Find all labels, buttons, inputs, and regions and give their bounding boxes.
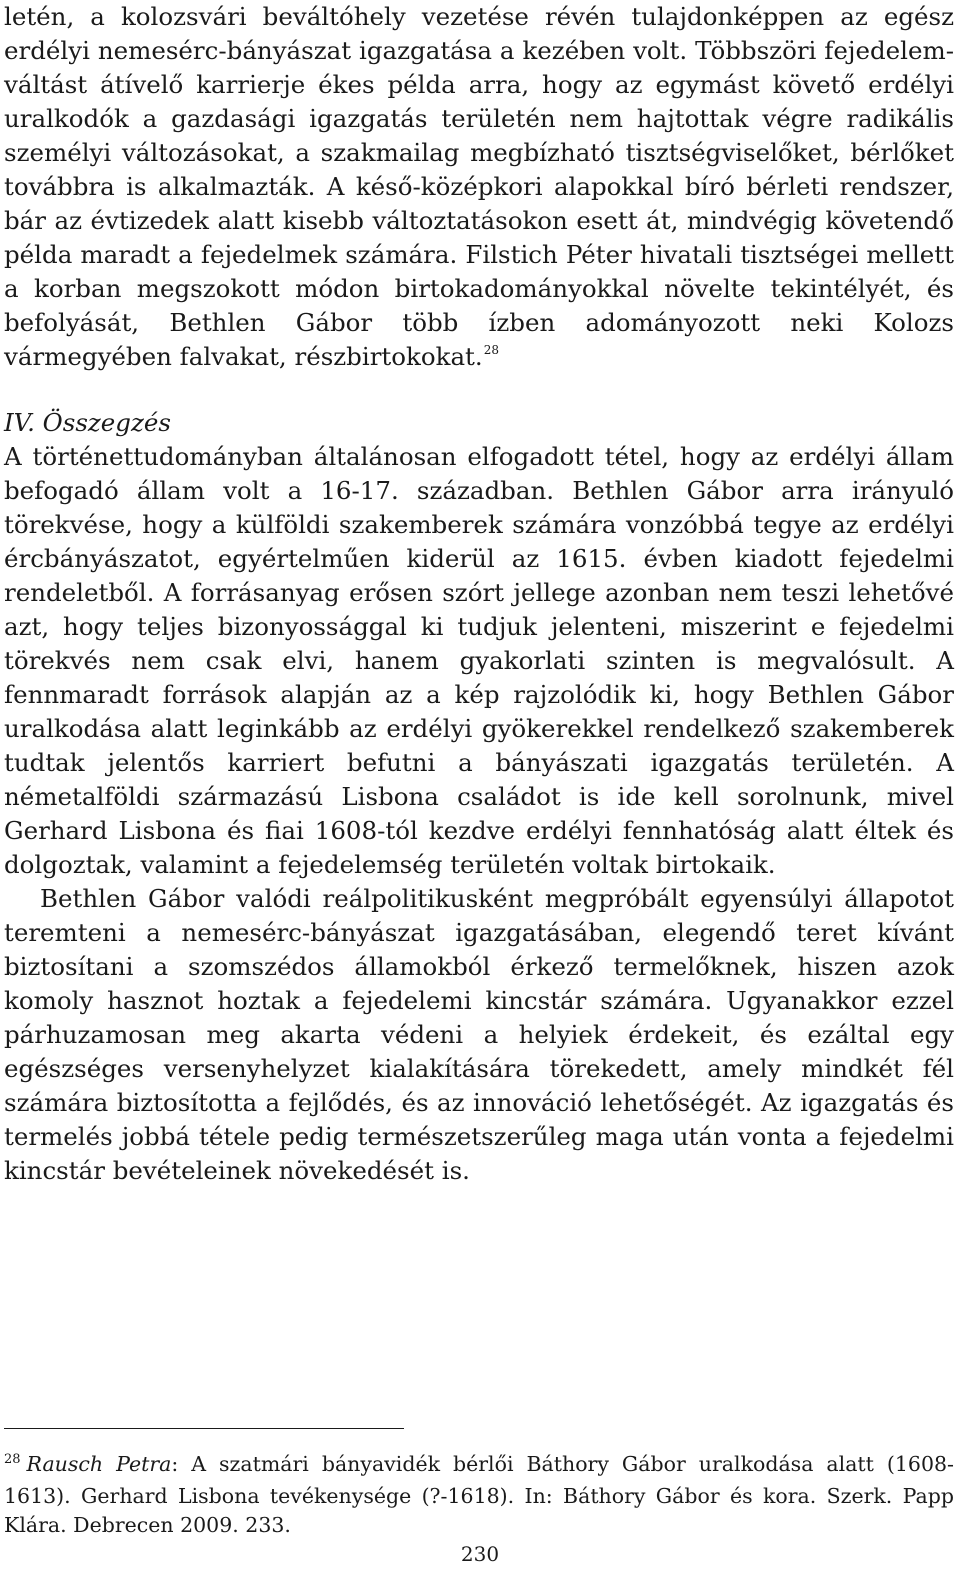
footnote <box>4 1450 954 1540</box>
footnote-number: 28 <box>4 1452 21 1467</box>
section-heading: IV. Összegzés <box>4 408 171 437</box>
footnote-author: Rausch Petra <box>26 1452 172 1476</box>
page-number: 230 <box>460 1542 500 1566</box>
paragraph-1-text: letén, a kolozsvári beváltóhely vezetése révén tulajdonképpen az egész erdélyi nemesérc-bányászat igazgatása a kezében volt. Többszöri fejedelem-váltást átívelő karrierje ékes példa arra, hogy az egymást követő erdélyi uralkodók a gazdasági igazgatás területén nem hajtottak végre radikális személyi változásokat, a szakmailag megbízható tisztségviselőket, bérlőket továbbra is alkalmazták. A késő-középkori alapokkal bíró bérleti rendszer, bár az évtizedek alatt kisebb változtatásokon esett át, mindvégig követendő példa maradt a fejedelmek számára. Filstich Péter hivatali tisztségei mellett a korban megszokott módon birtokadományokkal növelte tekintélyét, és befolyását, Bethlen Gábor több ízben adományozott neki Kolozs vármegyében falvakat, részbirtokokat. <box>4 2 954 371</box>
footnote-divider <box>4 1428 404 1429</box>
paragraph-2: A történettudományban általánosan elfogadott tétel, hogy az erdélyi állam befogadó állam volt a 16-17. században. Bethlen Gábor arra irányuló törekvése, hogy a külföldi szakemberek számára vonzóbbá tegye az erdélyi ércbányászatot, egyértelműen kiderül az 1615. évben kiadott fejedelmi rendeletből. A forrásanyag erősen szórt jellege azonban nem teszi lehetővé azt, hogy teljes bizonyossággal ki tudjuk jelenteni, miszerint e fejedelmi törekvés nem csak elvi, hanem gyakorlati szinten is megvalósult. A fennmaradt források alapján az a kép rajzolódik ki, hogy Bethlen Gábor uralkodása alatt leginkább az erdélyi gyökerekkel rendelkező szakemberek tudtak jelentős karriert befutni a bányászati igazgatás területén. A németalföldi származású Lisbona családot is ide kell sorolnunk, mivel Gerhard Lisbona és fiai 1608-tól kezdve erdélyi fennhatóság alatt éltek és dolgoztak, valamint a fejedelemség területén voltak birtokaik. <box>4 442 954 879</box>
paragraph-3: Bethlen Gábor valódi reálpolitikusként megpróbált egyensúlyi állapotot teremteni a nemesérc-bányászat igazgatásában, elegendő teret kívánt biztosítani a szomszédos államokból érkező termelőknek, hiszen azok komoly hasznot hoztak a fejedelemi kincstár számára. Ugyanakkor ezzel párhuzamosan meg akarta védeni a helyiek érdekeit, és ezáltal egy egészséges versenyhelyzet kialakítására törekedett, amely mindkét fél számára biztosította a fejlődés, és az innováció lehetőségét. Az igazgatás és termelés jobbá tétele pedig természetszerűleg maga után vonta a fejedelmi kincstár bevételeinek növekedését is. <box>4 884 954 1185</box>
page <box>4 0 954 1575</box>
main-text <box>4 0 954 1188</box>
footnote-text: : A szatmári bányavidék bérlői Báthory Gábor uralkodása alatt (1608-1613). Gerhard Lisbona tevékenysége (?-1618). In: Báthory Gábor és kora. Szerk. Papp Klára. Debrecen 2009. 233. <box>4 1452 954 1537</box>
paragraph-1 <box>4 0 954 378</box>
footnote-reference[interactable]: 28 <box>483 343 499 357</box>
